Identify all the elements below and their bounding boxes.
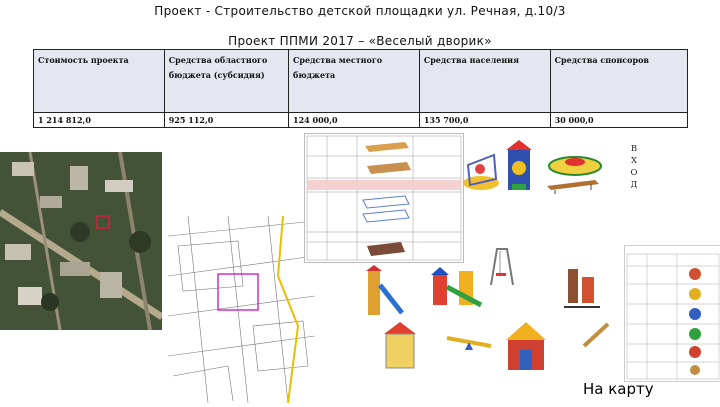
budget-table (33, 49, 688, 128)
header-population-funds: Средства населения (419, 50, 550, 113)
equipment-spec-sheet-2 (624, 245, 720, 382)
value-population-funds: 135 700,0 (419, 113, 550, 128)
value-sponsor-funds: 30 000,0 (550, 113, 687, 128)
value-regional-budget: 925 112,0 (164, 113, 288, 128)
header-project-cost: Стоимость проекта (34, 50, 165, 113)
equipment-spec-sheet (304, 133, 464, 263)
budget-header-row (34, 50, 688, 113)
climbing-frame-illustration (502, 140, 536, 198)
carousel-illustration (545, 148, 605, 182)
playhouse-illustration (500, 320, 552, 380)
to-map-link[interactable]: На карту (583, 380, 654, 398)
page-title: Проект - Строительство детской площадки ул. Речная, д.10/3 (154, 4, 566, 18)
bench-illustration (545, 178, 601, 198)
spinning-roundabout-illustration (460, 145, 502, 197)
value-local-budget: 124 000,0 (289, 113, 420, 128)
value-project-cost: 1 214 812,0 (34, 113, 165, 128)
entrance-label: В Х О Д (630, 144, 638, 190)
seesaw-illustration (445, 332, 493, 356)
header-local-budget: Средства местного бюджета (289, 50, 420, 113)
budget-values-row (34, 113, 688, 128)
header-regional-budget: Средства областного бюджета (субсидия) (164, 50, 288, 113)
satellite-map-image (0, 152, 162, 330)
header-sponsor-funds: Средства спонсоров (550, 50, 687, 113)
cad-site-plan-image (168, 216, 315, 403)
swing-illustration (487, 245, 517, 289)
gazebo-illustration (380, 322, 420, 376)
springboard-illustration (582, 322, 610, 352)
slide-illustration (362, 265, 404, 321)
page-subtitle: Проект ППМИ 2017 – «Веселый дворик» (228, 34, 492, 48)
rocking-horse-illustration (562, 265, 602, 315)
play-complex-illustration (425, 265, 487, 313)
